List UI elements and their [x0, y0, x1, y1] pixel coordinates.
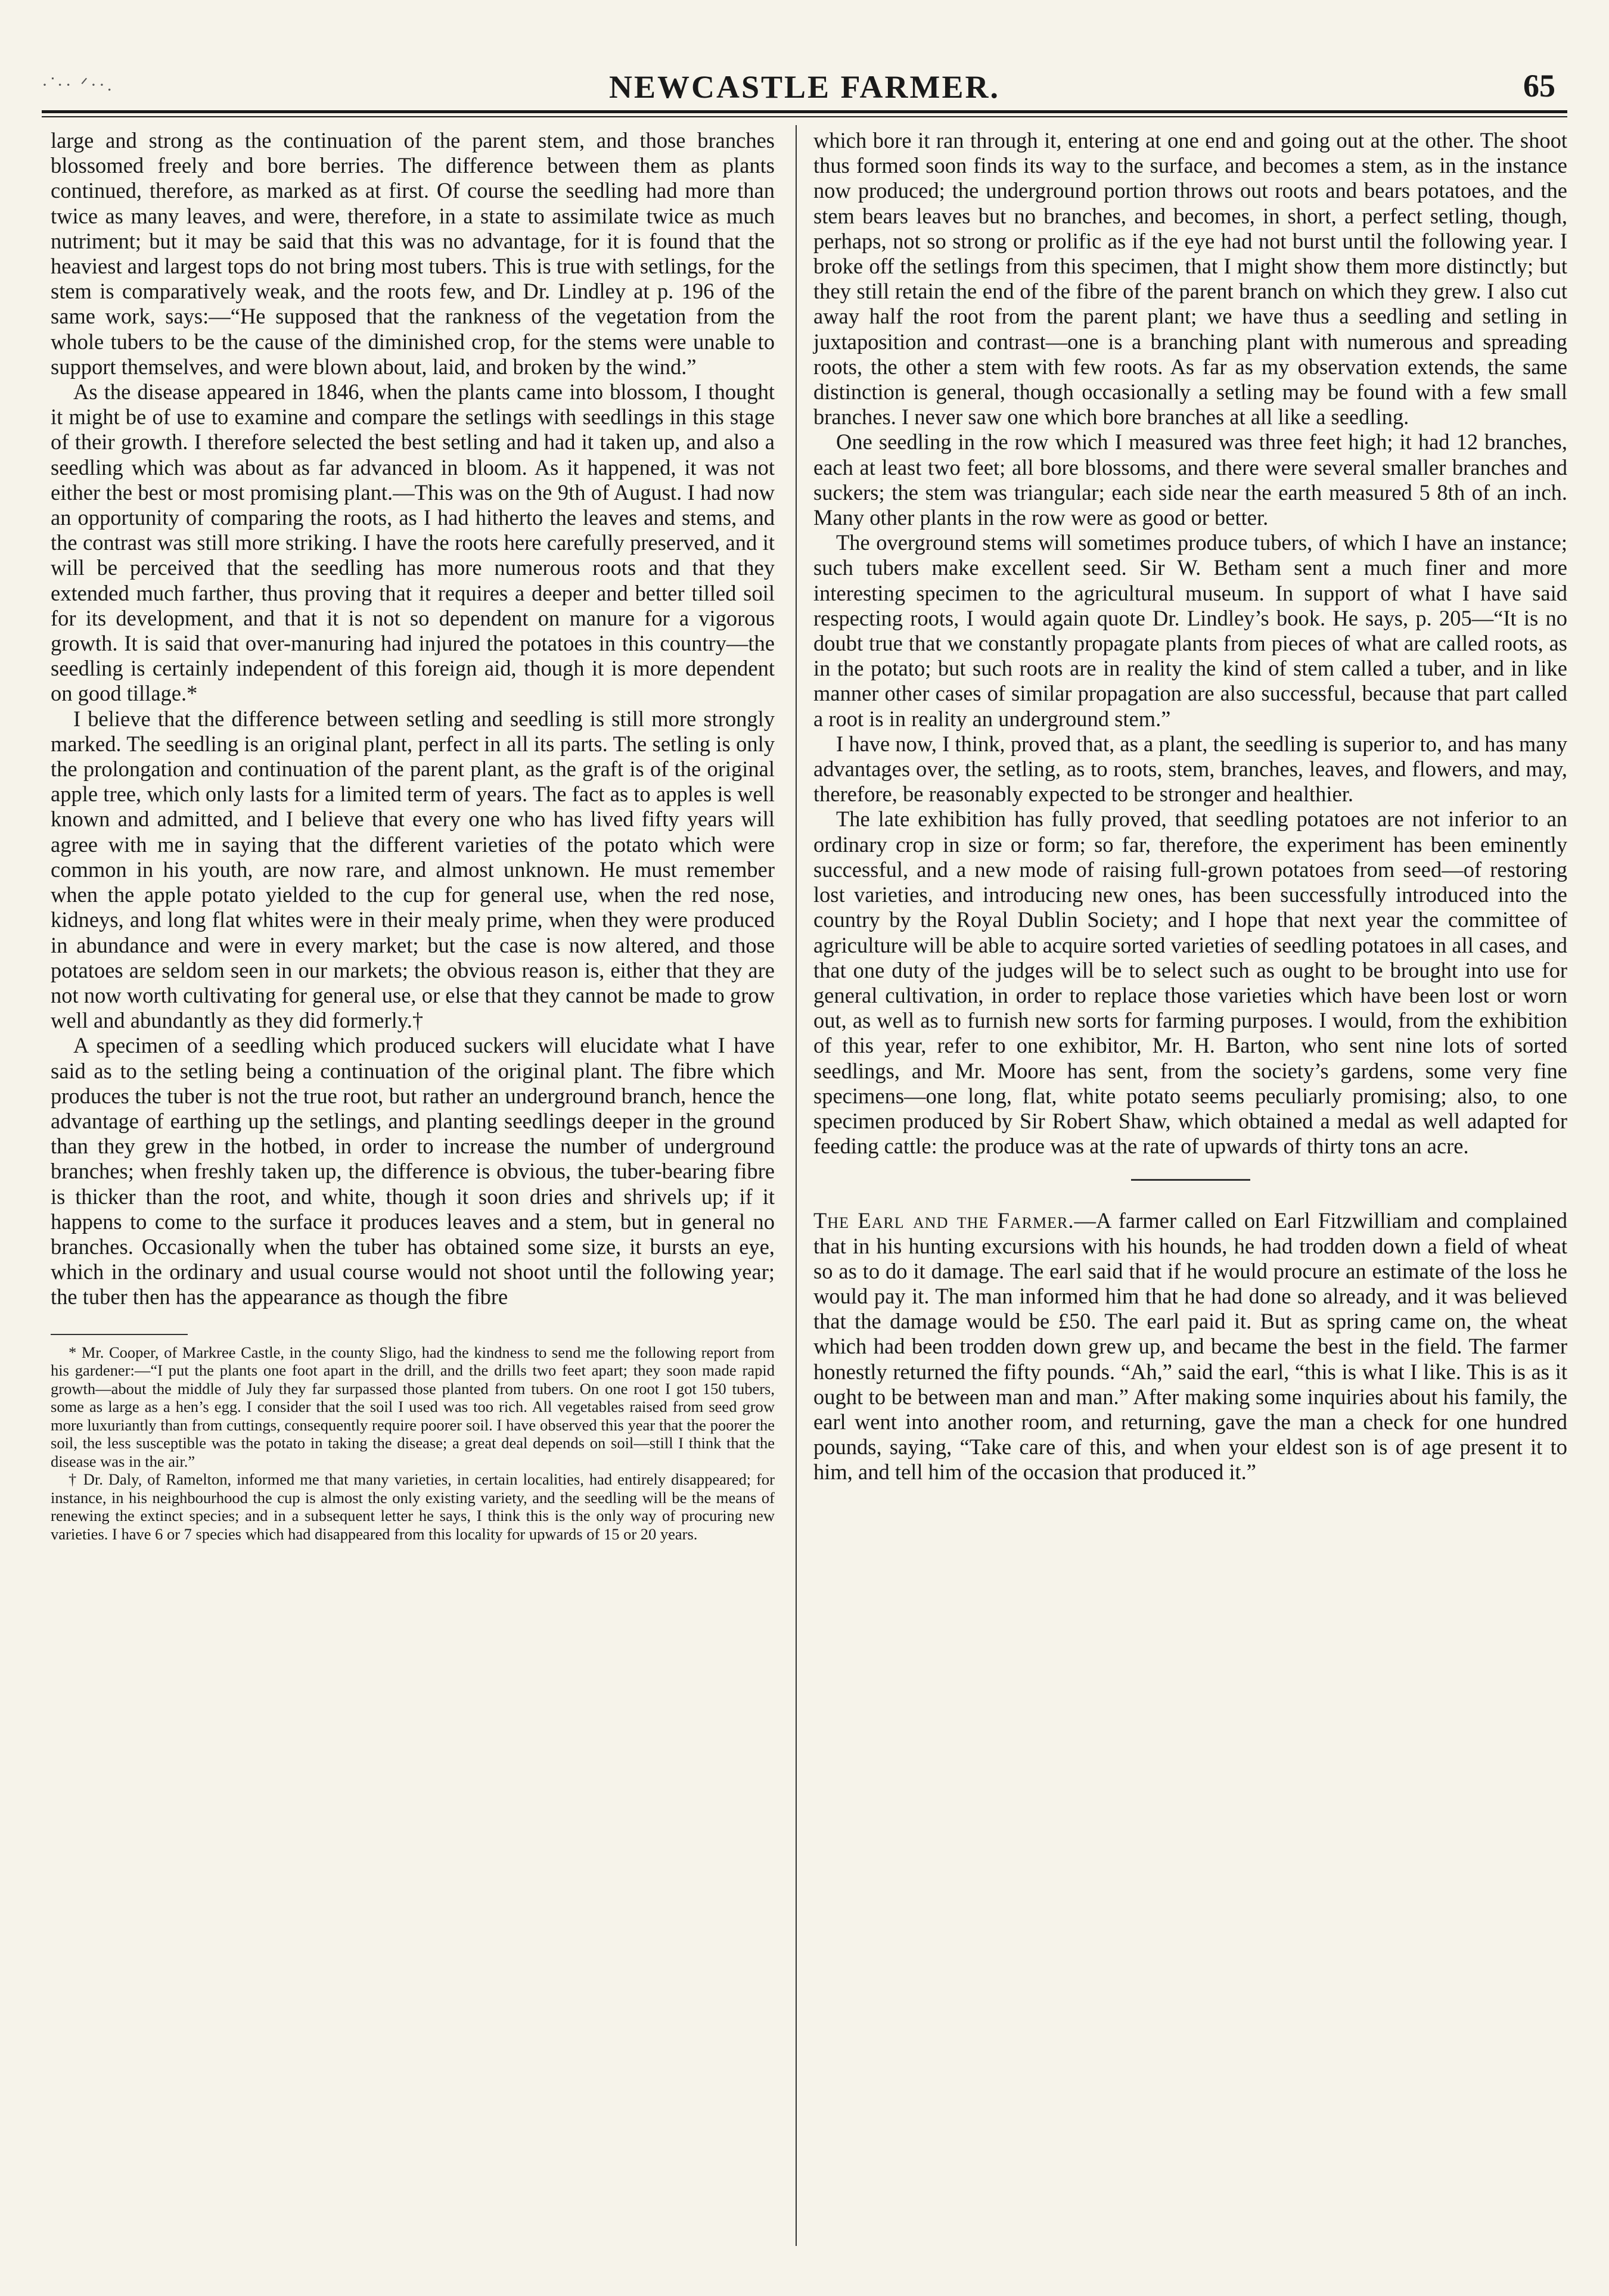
story-text: —A farmer called on Earl Fitzwilliam and complained that in his hunting excursions with his hounds, he had trodden down a field of wheat so as to do it damage. The earl said that if he would procure an estimate of the loss he would pay it. The man informed him that he had done so already, and it was believed that the damage would be £50. The earl paid it. But as spring came on, the wheat which had been trodden down grew up, and became the best in the field. The farmer honestly returned the fifty pounds. “Ah,” said the earl, “this is what I like. This is as it ought to be between man and man.” After making some inquiries about his family, the earl went into another room, and returning, gave the man a check for one hundred pounds, saying, “Take care of this, and when your eldest son is of age present it to him, and tell him of the occasion that produced it.”: [813, 1208, 1567, 1485]
paragraph: which bore it ran through it, entering at one end and going out at the other. The shoot thus formed soon finds its way to the surface, and becomes a stem, as in the instance now produced; the underground portion throws out roots and bears potatoes, and the stem bears leaves but no branches, and becomes, in short, a perfect setling, though, perhaps, not so strong or prolific as if the eye had not burst until the following year. I broke off the setlings from this specimen, that I might show them more distinctly; but they still retain the end of the fibre of the parent branch on which they grew. I also cut away half the root from the parent plant; we have thus a seedling and setling in juxtaposition and contrast—one is a branching plant with numerous and spreading roots, the other a stem with few roots. As far as my observation extends, the same distinction is general, though occasionally a setling may be found with a few small branches. I never saw one which bore branches at all like a seedling.: [813, 128, 1567, 430]
paragraph: I believe that the difference between setling and seedling is still more strongly marked. The seedling is an original plant, perfect in all its parts. The setling is only the prolongation and continuation of the parent plant, as the graft is of the original apple tree, which only lasts for a limited term of years. The fact as to apples is well known and admitted, and I believe that every one who has lived fifty years will agree with me in saying that the different varieties of the potato which were common in his youth, are now rare, and almost unknown. He must remember when the apple potato yielded to the cup for general use, when the red nose, kidneys, and long flat whites were in their mealy prime, when they were produced in abundance and were in every market; but the case is now altered, and those potatoes are seldom seen in our markets; the obvious reason is, either that they are not now worth cultivating for general use, or else that they cannot be made to grow well and abundantly as they did formerly.†: [51, 706, 775, 1033]
section-separator: [1131, 1179, 1250, 1181]
paragraph: As the disease appeared in 1846, when the plants came into blossom, I thought it might be of use to examine and compare the setlings with seedlings in this stage of their growth. I therefore selected the best setling and had it taken up, and also a seedling which was about as far advanced in bloom. As it happened, it was not either the best or most promising plant.—This was on the 9th of August. I had now an opportunity of comparing the roots, as I had hitherto the leaves and stems, and the contrast was still more striking. I have the roots here carefully preserved, and it will be perceived that the seedling has more numerous roots and that they extended much farther, thus proving that it requires a deeper and better tilled soil for its development, and that it is not so dependent on manure for a vigorous growth. It is said that over-manuring had injured the potatoes in this country—the seedling is certainly independent of this foreign aid, though it is more dependent on good tillage.*: [51, 379, 775, 706]
header-marks: ·ᐝ·· ᐟ··.: [42, 75, 114, 95]
page-header: [42, 57, 1567, 104]
column-divider: [796, 125, 797, 2246]
footnotes: [51, 1343, 775, 1544]
paragraph: The late exhibition has fully proved, that seedling potatoes are not inferior to an ordinary crop in size or form; so far, therefore, the experiment has been eminently successful, and a new mode of raising full-grown potatoes from seed—of restoring lost varieties, and introducing new ones, has been successfully introduced into the country by the Royal Dublin Society; and I hope that next year the committee of agriculture will be able to acquire sorted varieties of seedling potatoes in all cases, and that one duty of the judges will be to select such as ought to be brought into use for general cultivation, in order to replace those varieties which have been lost or worn out, as well as to furnish new sorts for farming purposes. I would, from the exhibition of this year, refer to one exhibitor, Mr. H. Barton, who sent nine lots of sorted seedlings, and Mr. Moore has sent, from the society’s gardens, some very fine specimens—one long, flat, white potato seems peculiarly promising; also, to one specimen produced by Sir Robert Shaw, which obtained a medal as well adapted for feeding cattle: the produce was at the rate of upwards of thirty tons an acre.: [813, 807, 1567, 1159]
story-heading: The Earl and the Farmer.: [813, 1208, 1074, 1233]
journal-title: NEWCASTLE FARMER.: [608, 69, 1001, 105]
footnote-rule: [51, 1334, 188, 1335]
right-column: [813, 128, 1567, 1485]
story-paragraph: [813, 1208, 1567, 1485]
paragraph: I have now, I think, proved that, as a plant, the seedling is superior to, and has many advantages over, the setling, as to roots, stem, branches, leaves, and flowers, and may, therefore, be reasonably expected to be stronger and healthier.: [813, 731, 1567, 807]
left-column: [51, 128, 775, 1543]
header-rule-thin: [42, 116, 1567, 117]
paragraph: A specimen of a seedling which produced suckers will elucidate what I have said as to the setling being a continuation of the original plant. The fibre which produces the tuber is not the true root, but rather an underground branch, hence the advantage of earthing up the setlings, and planting seedlings deeper in the ground than they grew in the hotbed, in order to increase the number of underground branches; when freshly taken up, the difference is obvious, the tuber-bearing fibre is thicker than the root, and white, though it soon dries and shrivels up; if it happens to come to the surface it produces leaves and a stem, but in general no branches. Occasionally when the tuber has obtained some size, it bursts an eye, which in the ordinary and usual course would not shoot until the following year; the tuber then has the appearance as though the fibre: [51, 1033, 775, 1309]
paragraph: One seedling in the row which I measured was three feet high; it had 12 branches, each at least two feet; all bore blossoms, and there were several smaller branches and suckers; the stem was triangular; each side near the earth measured 5 8th of an inch. Many other plants in the row were as good or better.: [813, 430, 1567, 530]
paragraph: large and strong as the continuation of the parent stem, and those branches blossomed freely and bore berries. The difference between them as plants continued, therefore, as marked as at first. Of course the seedling had more than twice as many leaves, and were, therefore, in a state to assimilate twice as much nutriment; but it may be said that this was no advantage, for it is found that the heaviest and largest tops do not bring most tubers. This is true with setlings, for the stem is comparatively weak, and the roots few, and Dr. Lindley at p. 196 of the same work, says:—“He supposed that the rankness of the vegetation from the whole tubers to be the cause of the diminished crop, for the stems were unable to support themselves, and were blown about, laid, and broken by the wind.”: [51, 128, 775, 379]
paragraph: The overground stems will sometimes produce tubers, of which I have an instance; such tubers make excellent seed. Sir W. Betham sent a much finer and more interesting specimen to the agricultural museum. In support of what I have said respecting roots, I would again quote Dr. Lindley’s book. He says, p. 205—“It is no doubt true that we constantly propagate plants from pieces of what are called roots, as in the potato; but such roots are in reality the kind of stem called a tuber, and in like manner other cases of similar propagation are also successful, because that part called a root is in reality an underground stem.”: [813, 530, 1567, 731]
header-rule: [42, 110, 1567, 113]
page-number: 65: [1523, 68, 1555, 104]
footnote: * Mr. Cooper, of Markree Castle, in the county Sligo, had the kindness to send me the following report from his gardener:—“I put the plants one foot apart in the drill, and the drills two feet apart; they soon made rapid growth—about the middle of July they far surpassed those planted from tubers. On one root I got 150 tubers, some as large as a hen’s egg. I consider that the soil I used was too rich. All vegetables raised from seed grow more luxuriantly than from cuttings, consequently require poorer soil. I have observed this year that the poorer the soil, the less susceptible was the potato in taking the disease; a great deal depends on soil—still I think that the disease was in the air.”: [51, 1343, 775, 1470]
footnote: † Dr. Daly, of Ramelton, informed me that many varieties, in certain localities, had entirely disappeared; for instance, in his neighbourhood the cup is almost the only existing variety, and the seedling will be the means of renewing the extinct species; and in a subsequent letter he says, I think this is the only way of procuring new varieties. I have 6 or 7 species which had disappeared from this locality for upwards of 15 or 20 years.: [51, 1470, 775, 1543]
